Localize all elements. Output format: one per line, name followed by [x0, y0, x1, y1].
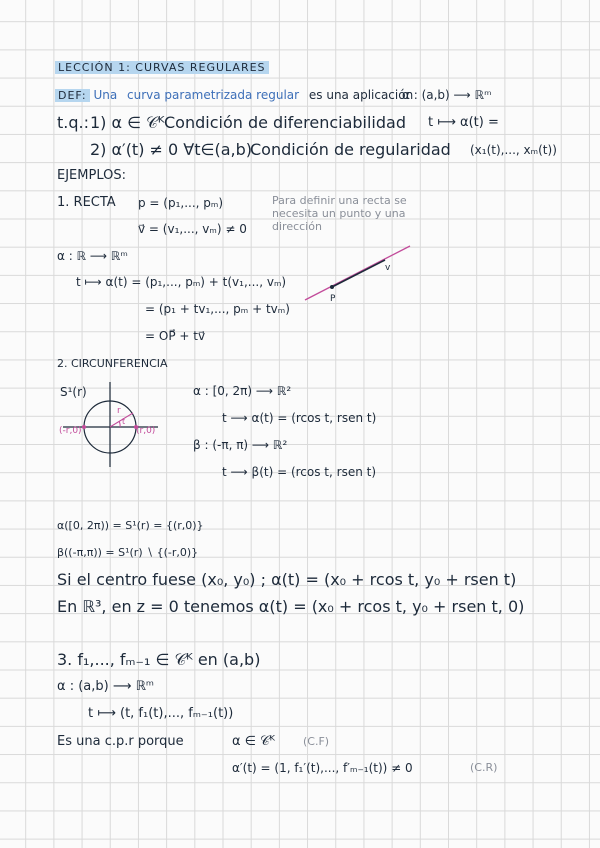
- point-left-label: (-r,0): [59, 426, 82, 436]
- label-p: P: [330, 294, 336, 304]
- line-sketch-vector: [332, 260, 385, 287]
- ex3-map2: t ⟼ (t, f₁(t),..., fₘ₋₁(t)): [88, 706, 234, 721]
- ex3-cond2: α′(t) = (1, f₁′(t),..., f′ₘ₋₁(t)) ≠ 0: [232, 761, 413, 775]
- angle-arc: [119, 421, 120, 427]
- img-beta: β((-π,π)) = S¹(r) ∖ {(-r,0)}: [57, 546, 199, 559]
- def-map: α : (a,b) ⟶ ℝᵐ: [402, 88, 492, 102]
- ex3-es: Es una c.p.r porque: [57, 734, 184, 749]
- img-alpha: α([0, 2π)) = S¹(r) = {(r,0)}: [57, 519, 204, 532]
- recta-note: Para definir una recta se necesita un punto y una dirección: [272, 194, 407, 233]
- ex3-map: α : (a,b) ⟶ ℝᵐ: [57, 679, 155, 694]
- alpha-domain: α : [0, 2π) ⟶ ℝ²: [193, 384, 292, 398]
- angle-label: t: [122, 417, 126, 426]
- recta-line1: t ⟼ α(t) = (p₁,..., pₘ) + t(v₁,..., vₘ): [76, 275, 287, 289]
- def-cond2-text: Condición de regularidad: [250, 140, 451, 159]
- def-term: curva parametrizada regular: [127, 88, 300, 102]
- radius-label: r: [117, 406, 121, 416]
- line-sketch: [300, 240, 420, 310]
- heading-text: LECCIÓN 1: CURVAS REGULARES: [55, 61, 269, 74]
- recta-title: 1. RECTA: [57, 195, 116, 210]
- beta-domain: β : (-π, π) ⟶ ℝ²: [193, 438, 288, 452]
- recta-line2: = (p₁ + tv₁,..., pₘ + tvₘ): [145, 302, 290, 316]
- def-cond1-text: Condición de diferenciabilidad: [164, 113, 406, 132]
- def-cond2-map: (x₁(t),..., xₘ(t)): [470, 143, 557, 157]
- def-cond2-expr: 2) α′(t) ≠ 0 ∀t∈(a,b): [90, 140, 252, 159]
- line-sketch-point: [330, 285, 334, 289]
- circ-title: 2. CIRCUNFERENCIA: [57, 357, 168, 370]
- beta-map: t ⟶ β(t) = (rcos t, rsen t): [222, 465, 377, 479]
- def-rest: es una aplicación: [308, 88, 414, 102]
- recta-line3: = OP⃗ + tv⃗: [145, 329, 206, 343]
- recta-p-def: p = (p₁,..., pₘ): [138, 196, 224, 210]
- recta-v-def: v⃗ = (v₁,..., vₘ) ≠ 0: [138, 222, 247, 236]
- point-left: [82, 425, 86, 429]
- circ-s-label: S¹(r): [60, 385, 87, 399]
- definition-line: [55, 87, 413, 104]
- line-sketch-line: [305, 246, 410, 300]
- def-cond1-map: t ⟼ α(t) =: [428, 115, 499, 130]
- ex3-cond1: α ∈ 𝒞ᴷ: [232, 734, 276, 749]
- ex3-title: 3. f₁,..., fₘ₋₁ ∈ 𝒞ᴷ en (a,b): [57, 650, 261, 669]
- label-v: v: [385, 263, 391, 273]
- recta-alpha-map: α : ℝ ⟶ ℝᵐ: [57, 249, 128, 263]
- def-lead: Una: [93, 88, 118, 102]
- ex3-tag1: (C.F): [303, 735, 330, 748]
- ex3-tag2: (C.R): [470, 761, 498, 774]
- def-prefix: DEF:: [55, 89, 90, 102]
- r3-line: En ℝ³, en z = 0 tenemos α(t) = (x₀ + rcos t, y₀ + rsen t, 0): [57, 597, 525, 616]
- def-tq: t.q.:: [57, 113, 89, 132]
- alpha-map: t ⟶ α(t) = (rcos t, rsen t): [222, 411, 377, 425]
- point-right-label: (r,0): [136, 426, 156, 436]
- centro-line: Si el centro fuese (x₀, y₀) ; α(t) = (x₀ + rcos t, y₀ + rsen t): [57, 570, 517, 589]
- def-cond1-expr: 1) α ∈ 𝒞ᴷ: [90, 113, 165, 132]
- examples-title: EJEMPLOS:: [57, 168, 126, 183]
- lesson-heading: [55, 60, 269, 76]
